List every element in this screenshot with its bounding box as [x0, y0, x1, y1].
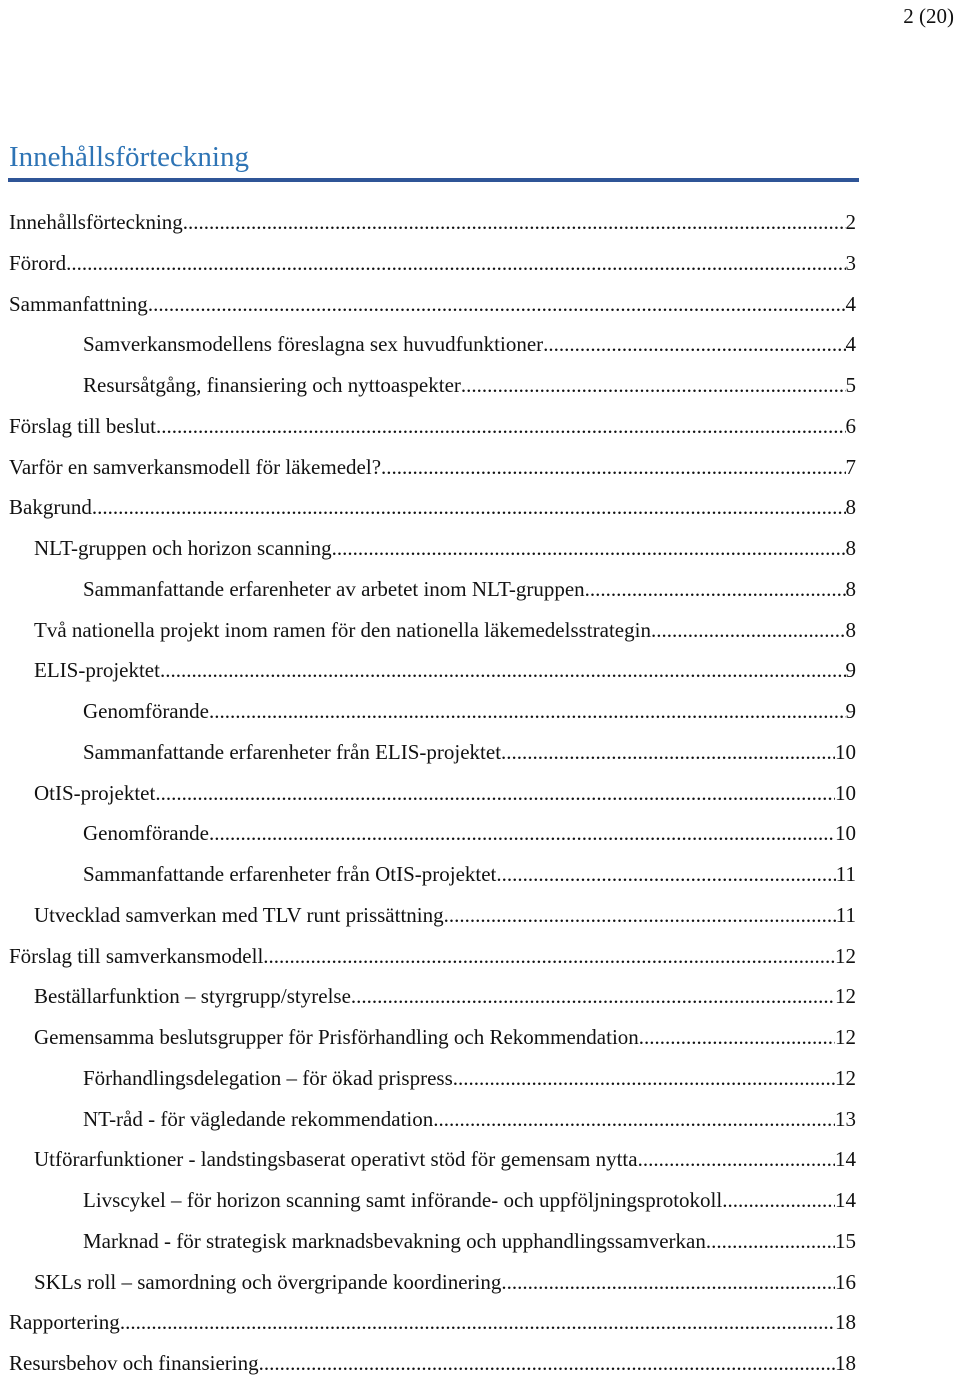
- toc-leader: [496, 854, 835, 895]
- toc-entry-title: Resursåtgång, finansiering och nyttoaspekter: [83, 373, 461, 397]
- toc-entry-page: 8: [845, 495, 856, 520]
- toc-leader: [183, 202, 846, 243]
- toc-entry-title: Förslag till beslut: [9, 413, 156, 438]
- toc-entry[interactable]: [0, 365, 960, 406]
- toc-entry-title: Bakgrund: [9, 495, 92, 520]
- toc-leader: [160, 650, 846, 691]
- toc-entry-page: 4: [845, 332, 856, 357]
- toc-entry-page: 9: [845, 699, 856, 723]
- toc-entry-page: 16: [835, 1269, 856, 1294]
- toc-entry-title: Förhandlingsdelegation – för ökad prispress: [83, 1065, 453, 1090]
- toc-entry-title: Livscykel – för horizon scanning samt införande- och uppföljningsprotokoll: [83, 1188, 723, 1212]
- toc-entry[interactable]: [0, 936, 960, 977]
- toc-entry-page: 10: [835, 739, 856, 764]
- toc-entry-title: SKLs roll – samordning och övergripande koordinering: [34, 1269, 502, 1294]
- toc-entry-page: 8: [845, 536, 856, 560]
- toc-leader: [543, 324, 845, 365]
- toc-entry-title: Rapportering: [9, 1310, 120, 1335]
- toc-entry-page: 9: [845, 658, 856, 683]
- toc-entry-page: 4: [845, 291, 856, 316]
- toc-entry-title: ELIS-projektet: [34, 658, 160, 683]
- toc-leader: [148, 284, 846, 325]
- toc-entry[interactable]: [0, 447, 960, 488]
- toc-entry-title: Två nationella projekt inom ramen för den nationella läkemedelsstrategin: [34, 617, 651, 642]
- toc-entry-title: Genomförande: [83, 821, 209, 846]
- toc-entry-page: 18: [835, 1310, 856, 1335]
- toc-entry[interactable]: [0, 1302, 960, 1343]
- toc-entry[interactable]: [0, 854, 960, 895]
- toc-entry[interactable]: [0, 202, 960, 243]
- toc-leader: [638, 1139, 835, 1180]
- toc-leader: [209, 813, 835, 854]
- toc-entry-title: Genomförande: [83, 699, 209, 723]
- toc-entry-page: 12: [835, 1065, 856, 1090]
- toc-heading: Innehållsförteckning: [9, 141, 249, 173]
- toc-entry-page: 3: [845, 250, 856, 275]
- toc-entry[interactable]: [0, 773, 960, 814]
- toc-list: [0, 202, 960, 1384]
- toc-entry-title: OtIS-projektet: [34, 780, 156, 805]
- toc-entry[interactable]: [0, 650, 960, 691]
- toc-entry[interactable]: [0, 1343, 960, 1384]
- toc-leader: [259, 1343, 835, 1384]
- toc-leader: [444, 895, 836, 936]
- toc-entry-page: 6: [845, 413, 856, 438]
- toc-entry-page: 14: [835, 1147, 856, 1172]
- toc-entry-page: 12: [835, 943, 856, 968]
- toc-leader: [155, 773, 835, 814]
- toc-entry[interactable]: [0, 976, 960, 1017]
- toc-leader: [585, 569, 846, 610]
- toc-leader: [332, 528, 846, 569]
- toc-leader: [66, 243, 845, 284]
- toc-leader: [120, 1302, 835, 1343]
- toc-leader: [156, 406, 846, 447]
- toc-leader: [639, 1017, 835, 1058]
- toc-entry-page: 18: [835, 1351, 856, 1375]
- page-number: 2 (20): [903, 4, 954, 28]
- toc-entry-title: NLT-gruppen och horizon scanning: [34, 536, 332, 560]
- toc-entry[interactable]: [0, 895, 960, 936]
- toc-entry-title: Gemensamma beslutsgrupper för Prisförhandling och Rekommendation: [34, 1025, 639, 1049]
- toc-leader: [433, 1099, 835, 1140]
- toc-entry-title: Beställarfunktion – styrgrupp/styrelse: [34, 984, 351, 1009]
- toc-entry-page: 8: [845, 617, 856, 642]
- toc-entry[interactable]: [0, 528, 960, 569]
- toc-leader: [706, 1221, 835, 1262]
- toc-leader: [209, 691, 846, 732]
- toc-leader: [351, 976, 835, 1017]
- toc-entry[interactable]: [0, 406, 960, 447]
- toc-entry-title: Förord: [9, 250, 67, 275]
- toc-entry[interactable]: [0, 1017, 960, 1058]
- toc-entry[interactable]: [0, 1180, 960, 1221]
- toc-entry-title: Resursbehov och finansiering: [9, 1351, 259, 1375]
- toc-entry-title: Utvecklad samverkan med TLV runt prissättning: [34, 902, 444, 927]
- toc-entry[interactable]: [0, 243, 960, 284]
- heading-rule: [8, 178, 859, 182]
- toc-entry[interactable]: [0, 569, 960, 610]
- toc-entry[interactable]: [0, 324, 960, 365]
- toc-entry-title: Sammanfattande erfarenheter från OtIS-projektet: [83, 862, 497, 886]
- toc-entry-page: 2: [845, 210, 856, 234]
- toc-leader: [651, 610, 846, 651]
- toc-entry-title: Sammanfattning: [9, 291, 148, 316]
- toc-entry[interactable]: [0, 813, 960, 854]
- toc-entry[interactable]: [0, 1139, 960, 1180]
- toc-entry-title: Varför en samverkansmodell för läkemedel?: [9, 454, 382, 479]
- toc-leader: [461, 365, 846, 406]
- toc-entry[interactable]: [0, 487, 960, 528]
- toc-entry-page: 10: [835, 780, 856, 805]
- toc-entry-title: NT-råd - för vägledande rekommendation: [83, 1106, 434, 1131]
- toc-entry[interactable]: [0, 1221, 960, 1262]
- toc-entry-title: Sammanfattande erfarenheter av arbetet inom NLT-gruppen: [83, 576, 585, 601]
- toc-entry[interactable]: [0, 691, 960, 732]
- toc-leader: [453, 1058, 835, 1099]
- toc-entry-page: 12: [835, 984, 856, 1009]
- toc-entry-page: 10: [835, 821, 856, 846]
- toc-leader: [501, 732, 835, 773]
- toc-entry-page: 12: [835, 1025, 856, 1049]
- toc-entry-page: 8: [845, 576, 856, 601]
- toc-leader: [381, 447, 845, 488]
- toc-leader: [722, 1180, 835, 1221]
- toc-entry[interactable]: [0, 1058, 960, 1099]
- toc-entry-title: Samverkansmodellens föreslagna sex huvudfunktioner: [83, 332, 544, 357]
- toc-entry-title: Utförarfunktioner - landstingsbaserat operativt stöd för gemensam nytta: [34, 1147, 638, 1172]
- toc-entry[interactable]: [0, 1262, 960, 1303]
- toc-entry-page: 7: [845, 454, 856, 479]
- toc-leader: [263, 936, 835, 977]
- toc-entry-page: 11: [835, 862, 856, 886]
- toc-entry-title: Marknad - för strategisk marknadsbevakning och upphandlingssamverkan: [83, 1228, 706, 1253]
- toc-entry[interactable]: [0, 610, 960, 651]
- toc-entry[interactable]: [0, 732, 960, 773]
- toc-entry-page: 13: [835, 1106, 856, 1131]
- toc-leader: [501, 1262, 835, 1303]
- toc-entry[interactable]: [0, 1099, 960, 1140]
- toc-entry-title: Innehållsförteckning: [9, 210, 183, 234]
- toc-entry-page: 14: [835, 1188, 856, 1212]
- toc-entry-title: Sammanfattande erfarenheter från ELIS-projektet: [83, 739, 502, 764]
- toc-leader: [92, 487, 846, 528]
- toc-entry-page: 5: [845, 373, 856, 397]
- toc-entry-page: 15: [835, 1228, 856, 1253]
- toc-entry-page: 11: [835, 902, 856, 927]
- toc-entry[interactable]: [0, 284, 960, 325]
- toc-entry-title: Förslag till samverkansmodell: [9, 943, 264, 968]
